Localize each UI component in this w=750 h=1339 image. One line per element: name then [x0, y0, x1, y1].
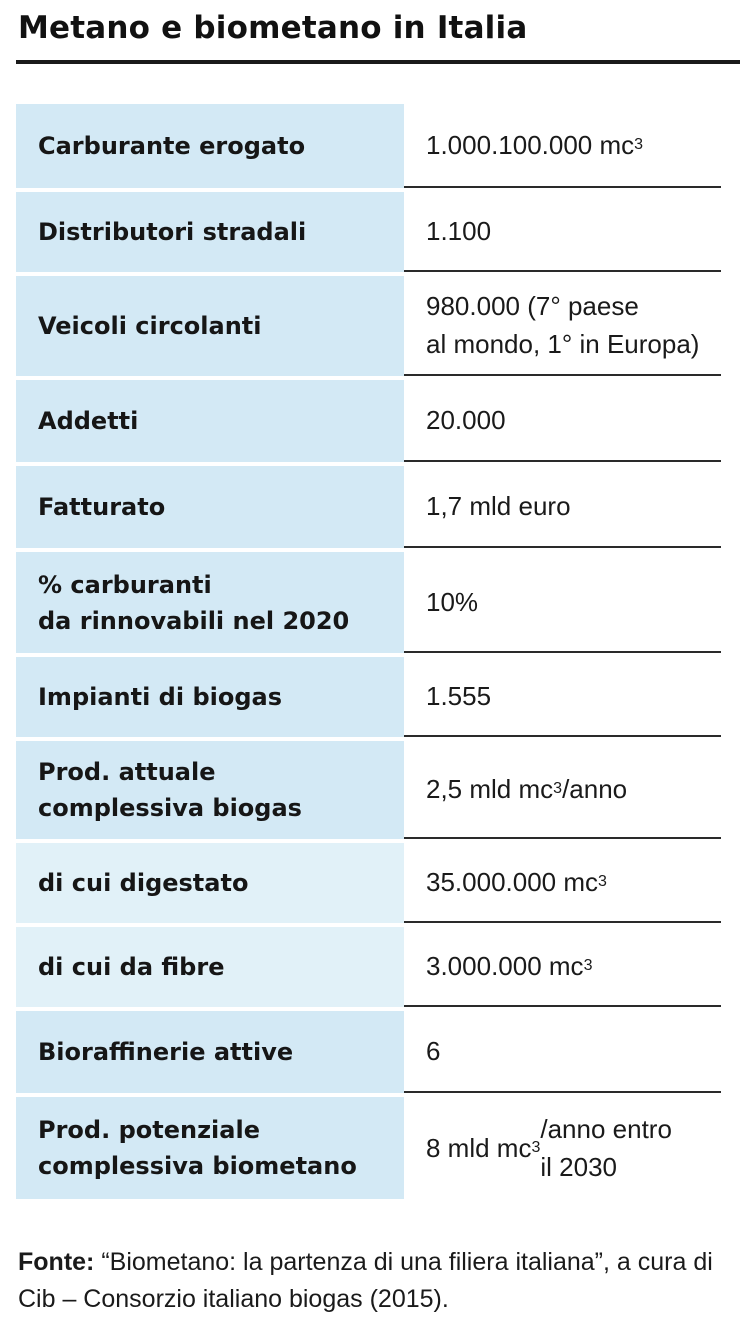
table-row — [16, 1097, 721, 1199]
row-value: 20.000 — [404, 380, 721, 462]
row-value: 1.555 — [404, 657, 721, 737]
table-row — [16, 466, 721, 548]
row-label: % carburanti da rinnovabili nel 2020 — [16, 552, 404, 653]
row-value: 6 — [404, 1011, 721, 1093]
row-label: Distributori stradali — [16, 192, 404, 272]
row-value: 3.000.000 mc 3 — [404, 927, 721, 1007]
source-text: “Biometano: la partenza di una filiera italiana”, a cura di Cib – Consorzio italiano biogas (2015). — [18, 1248, 713, 1313]
row-value: 35.000.000 mc 3 — [404, 843, 721, 923]
row-value: 10% — [404, 552, 721, 653]
row-label: Prod. attuale complessiva biogas — [16, 741, 404, 839]
page-title: Metano e biometano in Italia — [18, 10, 528, 46]
row-label: Impianti di biogas — [16, 657, 404, 737]
table-row — [16, 552, 721, 653]
source-label: Fonte: — [18, 1248, 95, 1276]
row-label: Fatturato — [16, 466, 404, 548]
row-label: Bioraffinerie attive — [16, 1011, 404, 1093]
row-label: Addetti — [16, 380, 404, 462]
table-row — [16, 657, 721, 737]
data-table — [16, 104, 721, 1203]
table-row — [16, 1011, 721, 1093]
row-value: 1.100 — [404, 192, 721, 272]
table-row — [16, 192, 721, 272]
table-row — [16, 276, 721, 376]
row-value: 980.000 (7° paese al mondo, 1° in Europa) — [404, 276, 721, 376]
table-row — [16, 843, 721, 923]
row-label: Carburante erogato — [16, 104, 404, 188]
row-value: 1.000.100.000 mc 3 — [404, 104, 721, 188]
table-row — [16, 927, 721, 1007]
row-value: 2,5 mld mc 3 /anno — [404, 741, 721, 839]
table-row — [16, 104, 721, 188]
row-value: 1,7 mld euro — [404, 466, 721, 548]
row-value: 8 mld mc 3 /anno entro il 2030 — [426, 1114, 672, 1182]
source-note — [18, 1244, 738, 1318]
title-underline — [16, 60, 740, 64]
row-label: Prod. potenziale complessiva biometano — [16, 1097, 404, 1199]
table-row — [16, 741, 721, 839]
row-label: di cui da fibre — [16, 927, 404, 1007]
row-label: Veicoli circolanti — [16, 276, 404, 376]
row-label: di cui digestato — [16, 843, 404, 923]
table-row — [16, 380, 721, 462]
